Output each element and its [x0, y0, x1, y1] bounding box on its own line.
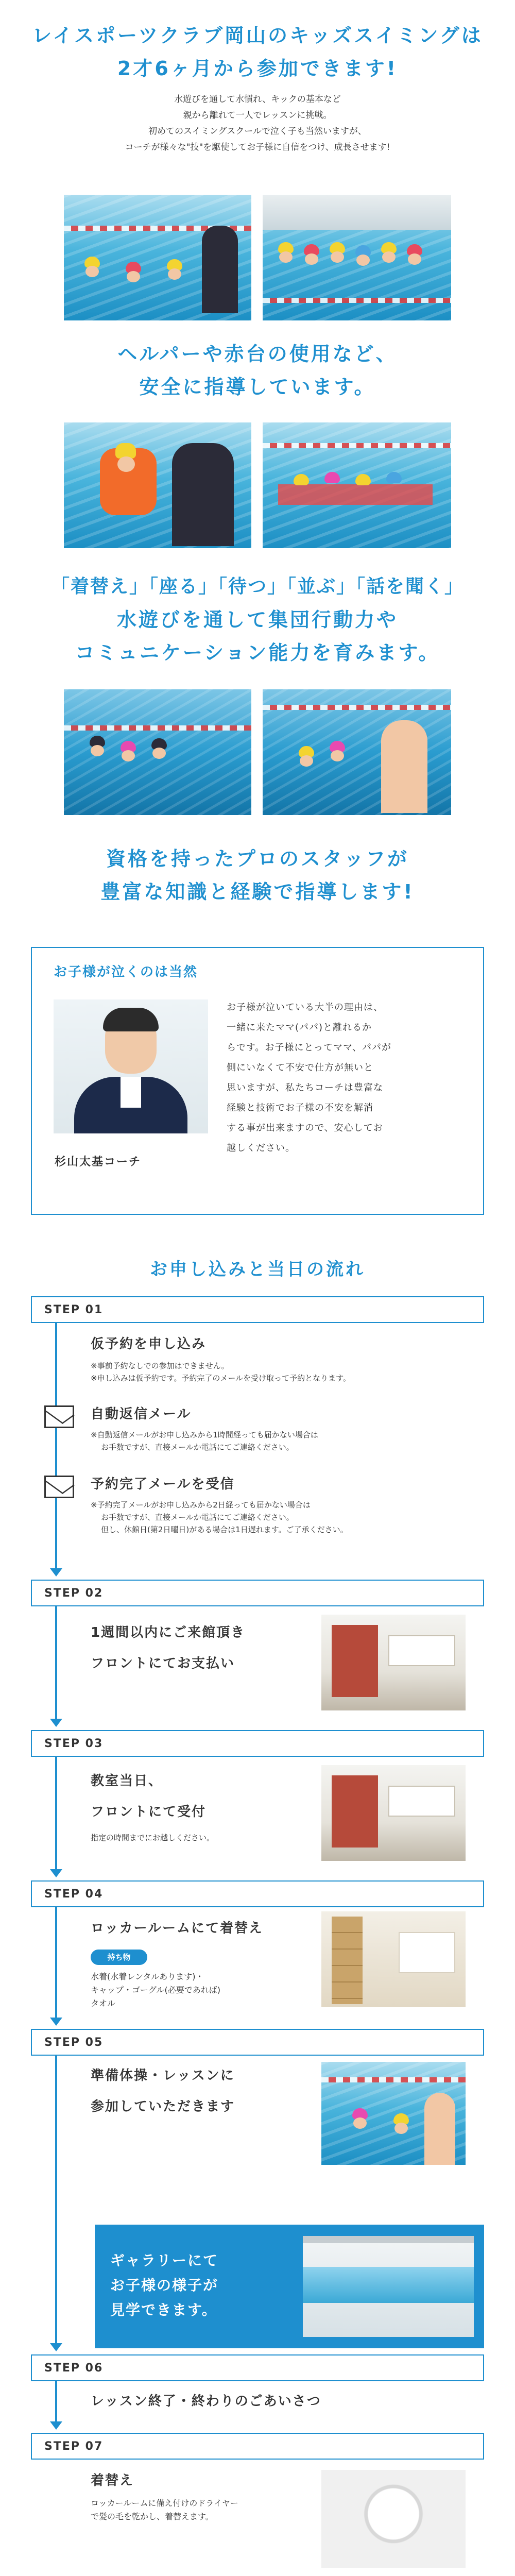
step-07-title: 着替え: [91, 2473, 134, 2488]
gallery-text-line: お子様の様子が: [110, 2277, 219, 2294]
flow-title: お申し込みと当日の流れ: [150, 1259, 365, 1280]
down-arrow-icon: [50, 1568, 62, 1577]
step-01-item2-note2: お手数ですが、直接メールか電話にてご連絡ください。: [101, 1443, 294, 1452]
step-06-bar: [31, 2354, 484, 2381]
belongings-item: タオル: [91, 1998, 116, 2008]
down-arrow-icon: [50, 1719, 62, 1727]
kids-kicking-photo: [64, 195, 251, 320]
coach-with-kids-photo: [263, 689, 451, 815]
safety-title-line2: 安全に指導しています。: [139, 376, 376, 398]
down-arrow-icon: [50, 2343, 62, 2351]
step-01-line: [55, 1323, 57, 1570]
step-02-label: STEP 02: [44, 1587, 104, 1600]
gallery-photo: [303, 2236, 474, 2337]
kids-at-poolside-photo: [64, 689, 251, 815]
kids-lined-up-photo: [263, 195, 451, 320]
down-arrow-icon: [50, 2421, 62, 2430]
step-01-item3-title: 予約完了メールを受信: [91, 1477, 235, 1492]
step-03-label: STEP 03: [44, 1737, 104, 1750]
kid-with-helper-photo: [64, 422, 251, 548]
step-01-item1-title: 仮予約を申し込み: [91, 1336, 207, 1352]
step-05-bar: [31, 2029, 484, 2056]
step-01-bar: [31, 1296, 484, 1323]
belongings-item: 水着(水着レンタルあります)・: [91, 1972, 204, 1981]
safety-title-line1: ヘルパーや赤台の使用など、: [117, 343, 398, 365]
step-03-bar: [31, 1730, 484, 1757]
staff-title-line2: 豊富な知識と経験で指導します!: [100, 880, 415, 903]
step-05-line: [55, 2056, 57, 2345]
coach-text-line: 一緒に来たママ(パパ)と離れるか: [227, 1022, 372, 1033]
gallery-text-line: 見学できます。: [110, 2301, 217, 2318]
gallery-callout: [95, 2225, 484, 2348]
step-04-bar: [31, 1880, 484, 1907]
step-04-line: [55, 1907, 57, 2020]
step-03-note: 指定の時間までにお越しください。: [91, 1833, 215, 1842]
staff-title-line1: 資格を持ったプロのスタッフが: [106, 848, 409, 870]
group-title-line2: 水遊びを通して集団行動力や: [116, 608, 398, 631]
mail-icon: [44, 1405, 74, 1428]
coach-message: [227, 997, 453, 1158]
step-04-label: STEP 04: [44, 1888, 104, 1901]
intro-title-line2: 2才6ヶ月から参加できます!: [117, 57, 398, 80]
step-03-line: [55, 1757, 57, 1871]
step-02-bar: [31, 1580, 484, 1606]
intro-title-line1: レイスポーツクラブ岡山のキッズスイミングは: [32, 24, 483, 47]
step-01-item1-note1: ※事前予約なしでの参加はできません。: [91, 1361, 229, 1370]
coach-text-line: 思いますが、私たちコーチは豊富な: [227, 1082, 383, 1093]
step-06-label: STEP 06: [44, 2362, 104, 2375]
coach-name: 杉山太基コーチ: [55, 1156, 142, 1168]
step-02-title-line2: フロントにてお支払い: [91, 1656, 235, 1671]
step-05-title-line1: 準備体操・レッスンに: [91, 2068, 235, 2083]
step-05-title-line2: 参加していただきます: [91, 2099, 235, 2114]
intro-lead-line1: 水遊びを通して水慣れ、キックの基本など: [174, 94, 341, 105]
reception-photo: [321, 1765, 466, 1861]
belongings-item: キャップ・ゴーグル(必要であれば): [91, 1985, 221, 1995]
intro-lead-line3: 初めてのスイミングスクールで泣く子も当然いますが、: [148, 126, 367, 137]
group-title-line3: コミュニケーション能力を育みます。: [75, 641, 440, 664]
gallery-text-line: ギャラリーにて: [110, 2252, 219, 2269]
step-03-title-line1: 教室当日、: [91, 1773, 163, 1789]
coach-text-line: 越しください。: [227, 1143, 295, 1154]
gallery-text: [110, 2248, 218, 2323]
down-arrow-icon: [50, 2018, 62, 2026]
step-04-title: ロッカールームにて着替え: [91, 1921, 263, 1936]
lesson-photo: [321, 2062, 466, 2165]
step-07-note1: ロッカールームに備え付けのドライヤー: [91, 2498, 238, 2508]
coach-photo: [54, 999, 208, 1133]
step-05-label: STEP 05: [44, 2036, 104, 2049]
step-02-title-line1: 1週間以内にご来館頂き: [91, 1625, 246, 1640]
coach-text-line: 側にいなくて不安で仕方が無いと: [227, 1062, 373, 1073]
step-07-bar: [31, 2433, 484, 2460]
coach-text-line: お子様が泣いている大半の理由は、: [227, 1002, 383, 1013]
step-01-item1-note2: ※申し込みは仮予約です。予約完了のメールを受け取って予約となります。: [91, 1374, 351, 1383]
step-01-item2-title: 自動返信メール: [91, 1406, 192, 1422]
coach-text-line: する事が出来ますので、安心してお: [227, 1123, 383, 1133]
coach-text-line: 経験と技術でお子様の不安を解消: [227, 1103, 373, 1113]
step-01-label: STEP 01: [44, 1303, 104, 1316]
belongings-tag: 持ち物: [91, 1950, 147, 1965]
hair-dryer-photo: [321, 2470, 466, 2568]
mail-icon: [44, 1476, 74, 1498]
intro-lead-line2: 親から離れて一人でレッスンに挑戦。: [183, 110, 332, 121]
intro-lead-line4: コーチが様々な"技"を駆使してお子様に自信をつけ、成長させます!: [125, 142, 390, 152]
step-07-note2: で髪の毛を乾かし、着替えます。: [91, 2512, 214, 2521]
coach-profile-box: [31, 947, 484, 1215]
step-02-line: [55, 1606, 57, 1721]
step-06-title: レッスン終了・終わりのごあいさつ: [91, 2394, 321, 2409]
down-arrow-icon: [50, 1869, 62, 1877]
group-title-line1: 「着替え」「座る」「待つ」「並ぶ」「話を聞く」: [50, 576, 464, 597]
step-01-item3-note1: ※予約完了メールがお申し込みから2日経っても届かない場合は: [91, 1500, 311, 1510]
step-01-item3-note3: 但し、休館日(第2日曜日)がある場合は1日遅れます。ご了承ください。: [101, 1525, 348, 1534]
step-07-label: STEP 07: [44, 2440, 104, 2453]
step-01-item3-note2: お手数ですが、直接メールか電話にてご連絡ください。: [101, 1513, 294, 1522]
step-06-line: [55, 2381, 57, 2424]
locker-room-photo: [321, 1911, 466, 2007]
kids-on-platform-photo: [263, 422, 451, 548]
step-03-title-line2: フロントにて受付: [91, 1804, 207, 1820]
coach-box-title: お子様が泣くのは当然: [54, 964, 198, 980]
coach-text-line: らです。お子様にとってママ、パパが: [227, 1042, 391, 1053]
step-01-item2-note1: ※自動返信メールがお申し込みから1時間経っても届かない場合は: [91, 1430, 318, 1439]
front-desk-photo: [321, 1615, 466, 1710]
